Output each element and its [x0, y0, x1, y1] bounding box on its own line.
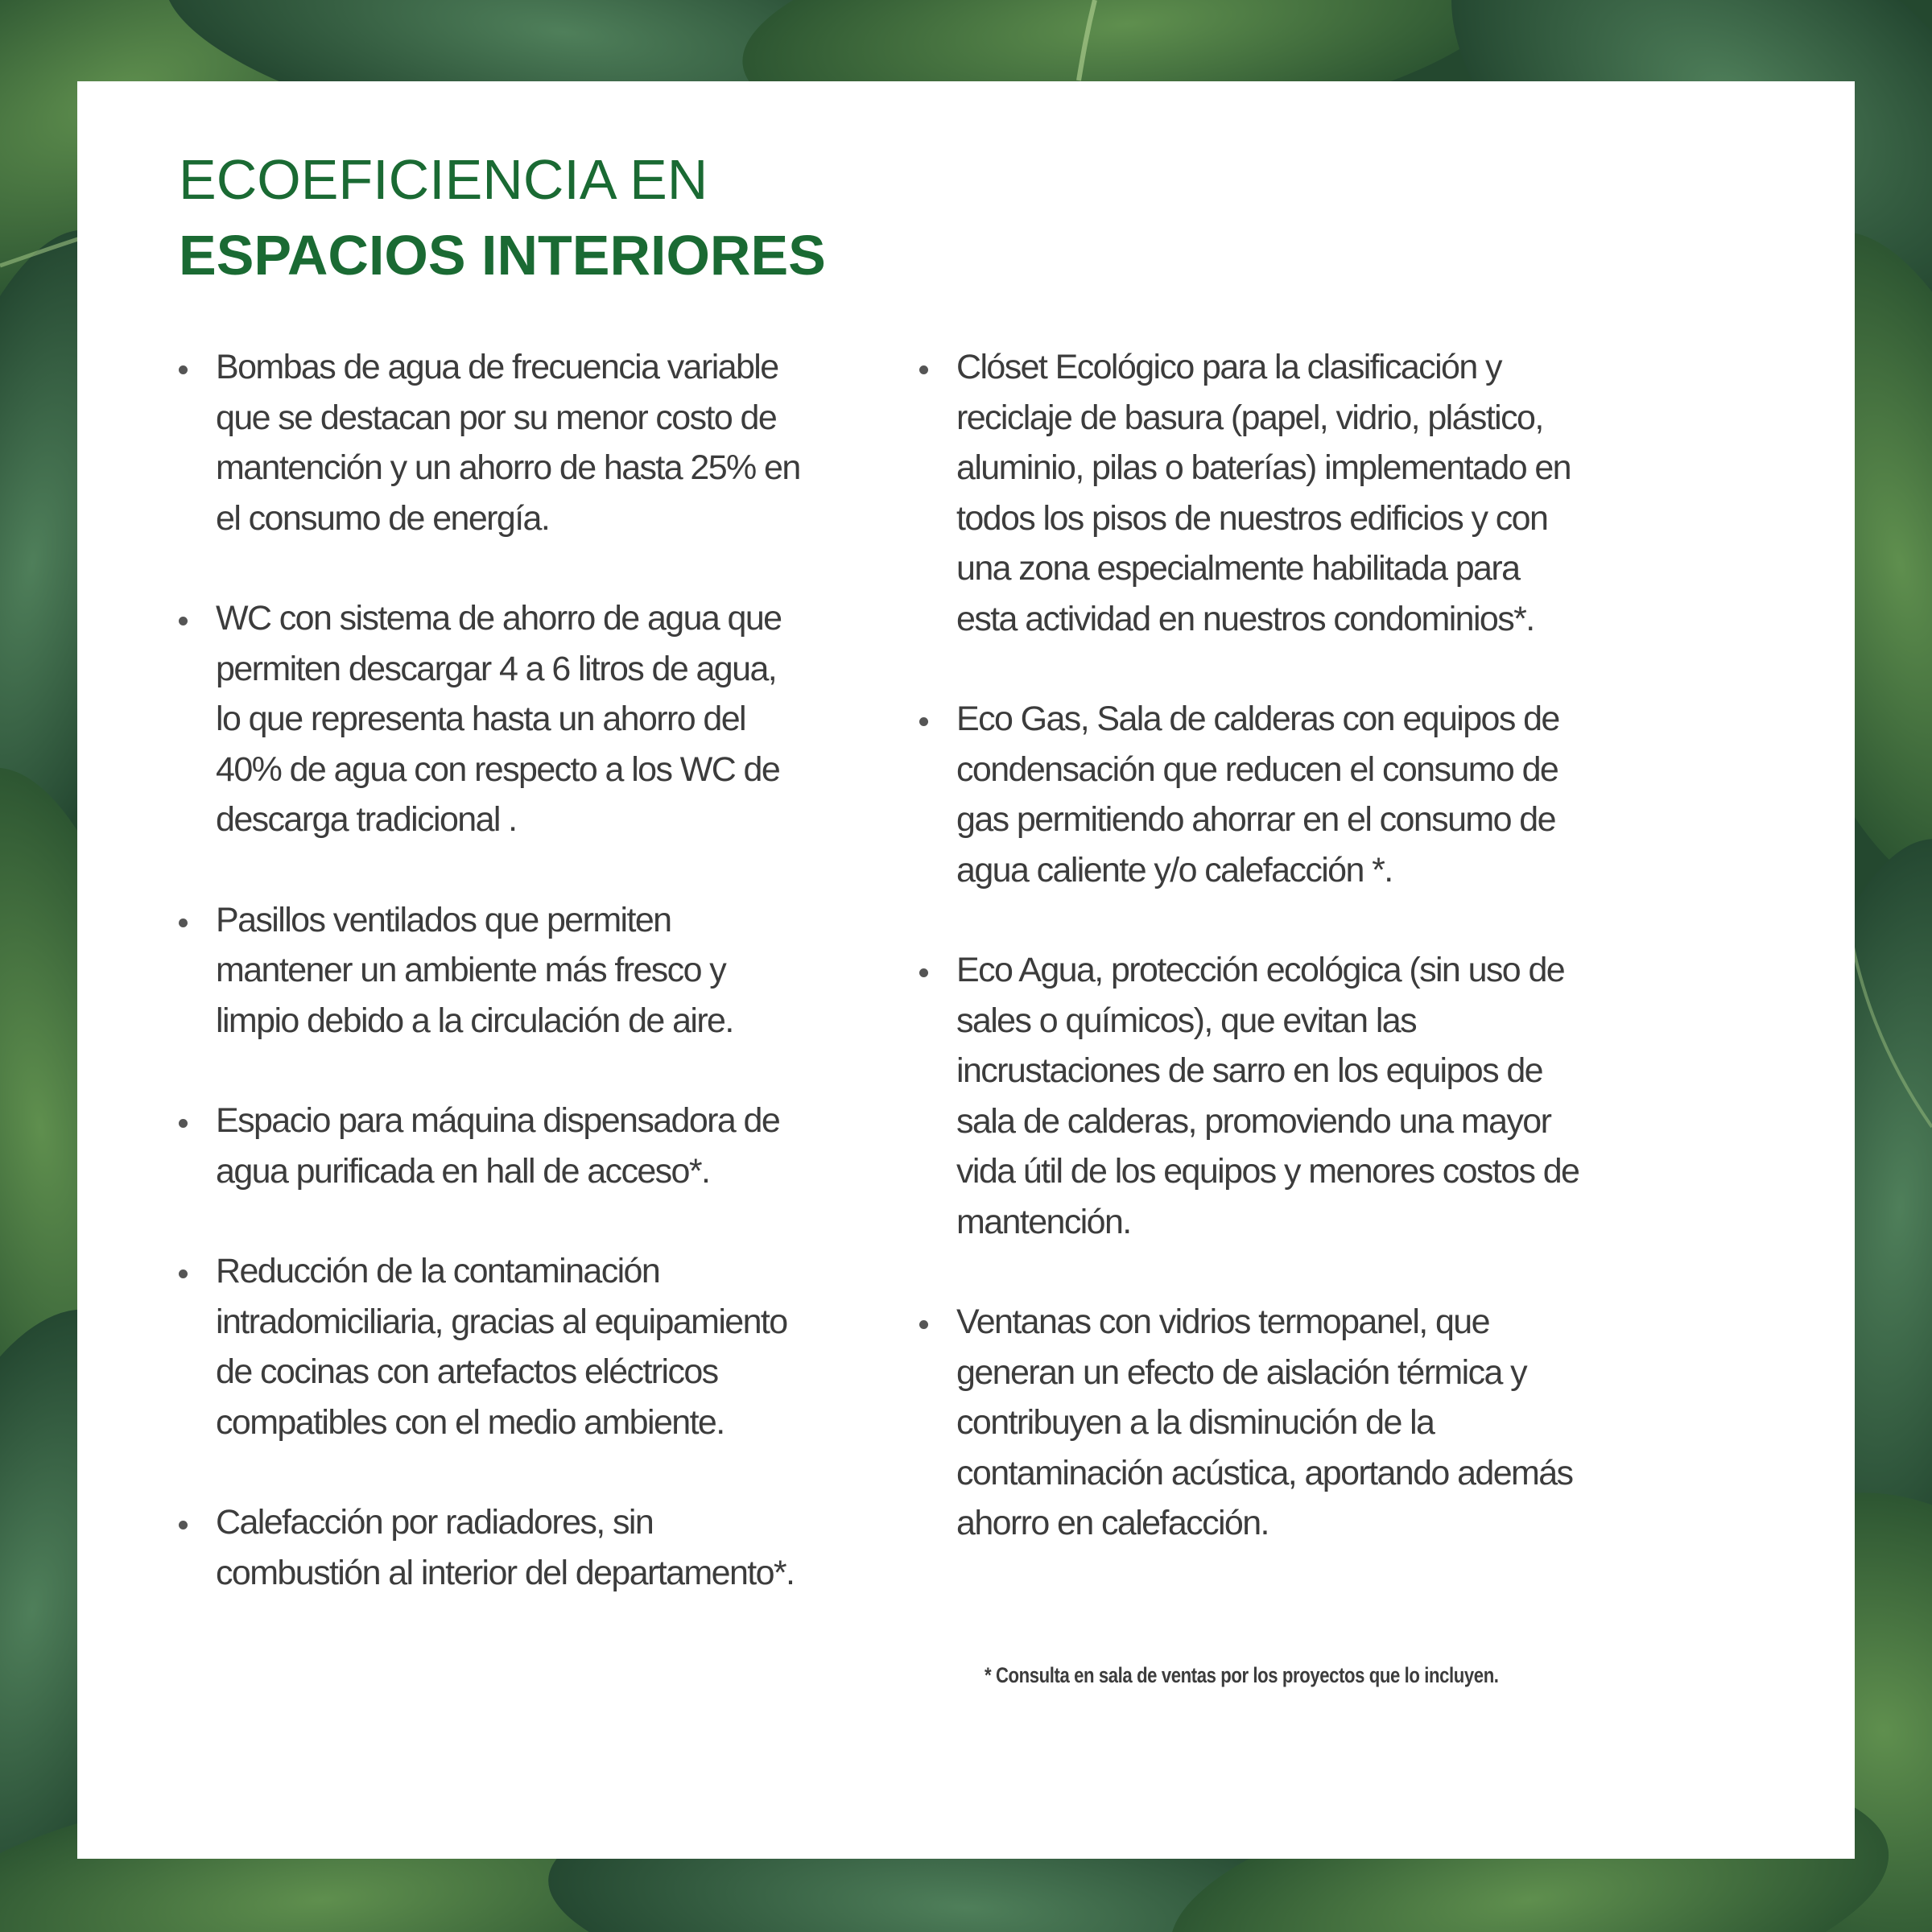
- list-item: WC con sistema de ahorro de agua que permiten descargar 4 a 6 litros de agua, lo que representa hasta un ahorro del 40% de agua con respecto a los WC de descarga tradicional .: [179, 593, 807, 845]
- list-item: Reducción de la contaminación intradomiciliaria, gracias al equipamiento de cocinas con artefactos eléctricos compatibles con el medio ambiente.: [179, 1246, 807, 1447]
- title-line-1: ECOEFICIENCIA EN: [179, 148, 708, 211]
- title-line-2: ESPACIOS INTERIORES: [179, 224, 826, 287]
- left-bullet-list: [179, 342, 807, 1598]
- list-item: Ventanas con vidrios termopanel, que generan un efecto de aislación térmica y contribuyen a la disminución de la contaminación acústica, aportando además ahorro en calefacción.: [919, 1297, 1587, 1549]
- list-item: Espacio para máquina dispensadora de agua purificada en hall de acceso*.: [179, 1096, 807, 1196]
- list-item: Eco Gas, Sala de calderas con equipos de condensación que reducen el consumo de gas permitiendo ahorrar en el consumo de agua caliente y/o calefacción *.: [919, 694, 1587, 895]
- list-item: Eco Agua, protección ecológica (sin uso de sales o químicos), que evitan las incrustaciones de sarro en los equipos de sala de calderas, promoviendo una mayor vida útil de los equipos y menores costos de mantención.: [919, 945, 1587, 1247]
- page-title: [179, 148, 826, 287]
- list-item: Pasillos ventilados que permiten mantener un ambiente más fresco y limpio debido a la circulación de aire.: [179, 895, 807, 1046]
- list-item: Clóset Ecológico para la clasificación y reciclaje de basura (papel, vidrio, plástico, aluminio, pilas o baterías) implementado en todos los pisos de nuestros edificios y con una zona especialmente habilitada para esta actividad en nuestros condominios*.: [919, 342, 1587, 644]
- footnote: * Consulta en sala de ventas por los proyectos que lo incluyen.: [985, 1663, 1499, 1687]
- list-item: Calefacción por radiadores, sin combustión al interior del departamento*.: [179, 1497, 807, 1598]
- list-item: Bombas de agua de frecuencia variable que se destacan por su menor costo de mantención y un ahorro de hasta 25% en el consumo de energía.: [179, 342, 807, 543]
- right-bullet-list: [919, 342, 1587, 1549]
